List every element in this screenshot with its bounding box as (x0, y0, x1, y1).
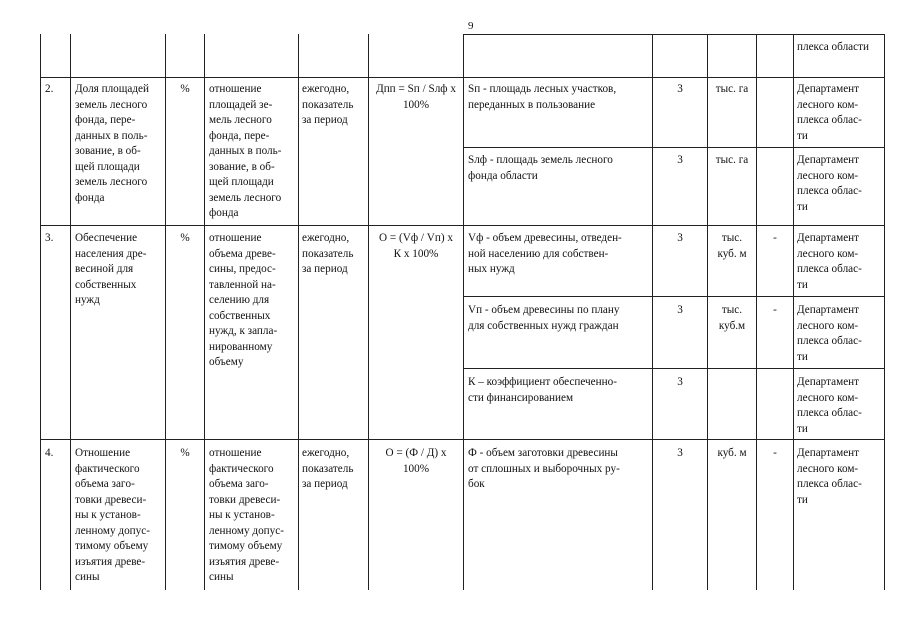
indicator-definition: отношение фактического объема заго- товки древеси- ны к установ- ленному допус- тимому объему изъятия древе- сины (209, 447, 284, 583)
indicator-periodicity: ежегодно, показатель за период (302, 83, 354, 126)
indicator-definition: отношение площадей зе- мель лесного фонда, пере- данных в поль- зование, в об- щей площади земель лесного фонда (209, 83, 282, 219)
row-number: 2. (45, 83, 54, 95)
col-border-2 (165, 34, 166, 590)
parameter-responsible: Департамент лесного ком- плекса облас- ти (797, 83, 862, 142)
parameter-description: Sп - площадь лесных участков, переданных в пользование (468, 83, 617, 111)
parameter-dash: - (773, 232, 777, 244)
parameter-unit: тыс. куб. м (717, 232, 747, 260)
parameter-dash: - (773, 304, 777, 316)
parameter-method: 3 (677, 447, 683, 459)
col-border-10 (793, 34, 794, 590)
col-border-1 (70, 34, 71, 590)
parameter-description: К – коэффициент обеспеченно- сти финансированием (468, 376, 617, 404)
indicator-formula: О = (Vф / Vп) х К х 100% (379, 232, 453, 260)
indicator-formula: О = (Ф / Д) х 100% (385, 447, 447, 475)
rule-row2-mid (463, 147, 884, 148)
col-border-5 (368, 34, 369, 590)
indicator-definition: отношение объема древе- сины, предос- тавленной на- селению для собственных нужд, к запла- нированному объему (209, 232, 278, 368)
parameter-method: 3 (677, 154, 683, 166)
row-number: 3. (45, 232, 54, 244)
rule-row2-top (40, 77, 884, 78)
parameter-unit: куб. м (717, 447, 747, 459)
parameter-responsible: Департамент лесного ком- плекса облас- ти (797, 304, 862, 363)
rule-row3-mid2 (463, 368, 884, 369)
indicator-unit: % (180, 232, 190, 244)
indicator-name: Отношение фактического объема загo- товки древеси- ны к установ- ленному допус- тимому объему изъятия древе- сины (75, 447, 150, 583)
indicator-periodicity: ежегодно, показатель за период (302, 447, 354, 490)
col-border-6 (463, 34, 464, 590)
indicator-name: Обеспечение населения дре- весиной для собственных нужд (75, 232, 147, 306)
page-number: 9 (468, 20, 474, 32)
indicator-unit: % (180, 447, 190, 459)
parameter-dash: - (773, 447, 777, 459)
parameter-unit: тыс. куб.м (718, 304, 746, 332)
parameter-description: Ф - объем заготовки древесины от сплошных и выборочных ру- бок (468, 447, 620, 490)
rule-row3-mid1 (463, 296, 884, 297)
parameter-responsible: Департамент лесного ком- плекса облас- ти (797, 232, 862, 291)
col-border-0 (40, 34, 41, 590)
parameter-responsible: Департамент лесного ком- плекса облас- ти (797, 154, 862, 213)
parameter-method: 3 (677, 83, 683, 95)
parameter-method: 3 (677, 376, 683, 388)
indicator-periodicity: ежегодно, показатель за период (302, 232, 354, 275)
parameter-description: Sлф - площадь земель лесного фонда области (468, 154, 613, 182)
parameter-responsible: Департамент лесного ком- плекса облас- ти (797, 447, 862, 506)
col-border-3 (204, 34, 205, 590)
parameter-description: Vп - объем древесины по плану для собственных нужд граждан (468, 304, 620, 332)
rule-row4-top (40, 439, 884, 440)
parameter-method: 3 (677, 232, 683, 244)
col-border-4 (298, 34, 299, 590)
parameter-responsible: Департамент лесного ком- плекса облас- ти (797, 376, 862, 435)
indicator-name: Доля площадей земель лесного фонда, пере- данных в поль- зование, в об- щей площади земель лесного фонда (75, 83, 149, 204)
col-border-11 (884, 34, 885, 590)
indicator-unit: % (180, 83, 190, 95)
parameter-unit: тыс. га (715, 83, 749, 95)
responsible-continuation: плекса области (797, 41, 869, 53)
parameter-description: Vф - объем древесины, отведен- ной населению для собствен- ных нужд (468, 232, 622, 275)
row-number: 4. (45, 447, 54, 459)
rule-top-right (463, 34, 884, 35)
parameter-method: 3 (677, 304, 683, 316)
indicator-formula: Дпп = Sп / Sлф х 100% (376, 83, 456, 111)
rule-row3-top (40, 225, 884, 226)
parameter-unit: тыс. га (715, 154, 749, 166)
